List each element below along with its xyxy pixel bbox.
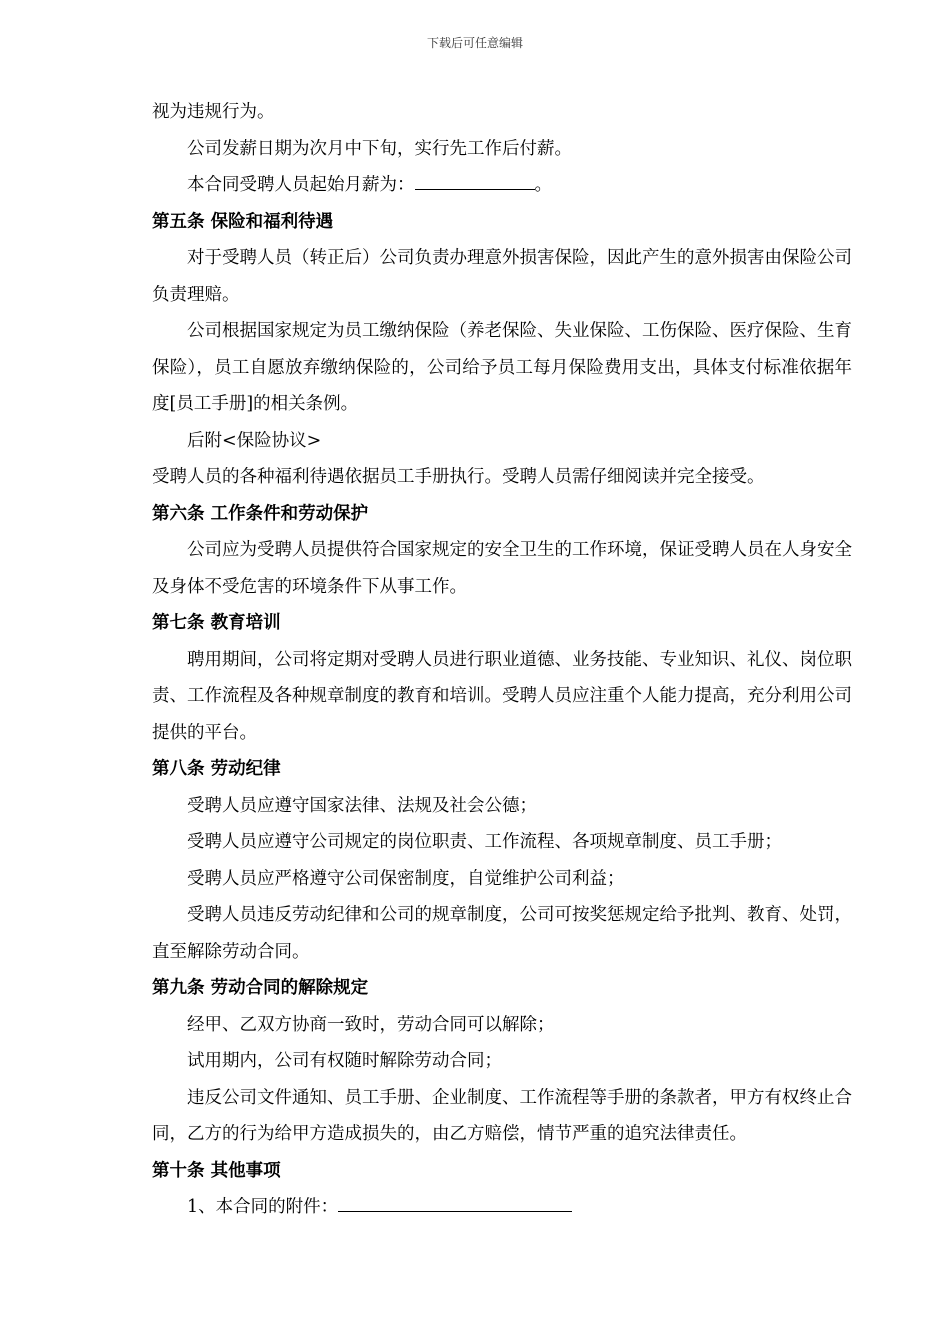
paragraph-starting-salary <box>152 167 852 204</box>
section-heading-7: 第七条 教育培训 <box>152 613 281 633</box>
salary-blank-field <box>415 167 535 190</box>
paragraph-continuation: 视为违规行为。 <box>152 102 275 122</box>
paragraph-training: 聘用期间，公司将定期对受聘人员进行职业道德、业务技能、专业知识、礼仪、岗位职责、工作流程及各种规章制度的教育和培训。受聘人员应注重个人能力提高，充分利用公司提供的平台。 <box>152 649 852 743</box>
paragraph-termination-mutual: 经甲、乙双方协商一致时，劳动合同可以解除； <box>187 1014 555 1035</box>
salary-period: 。 <box>534 175 552 195</box>
paragraph-termination-probation: 试用期内，公司有权随时解除劳动合同； <box>187 1051 502 1071</box>
paragraph-welfare: 受聘人员的各种福利待遇依据员工手册执行。受聘人员需仔细阅读并完全接受。 <box>152 467 765 487</box>
paragraph-work-conditions: 公司应为受聘人员提供符合国家规定的安全卫生的工作环境，保证受聘人员在人身安全及身体不受危害的环境条件下从事工作。 <box>152 540 852 597</box>
paragraph-attachments <box>152 1189 852 1226</box>
paragraph-pay-date: 公司发薪日期为次月中下旬，实行先工作后付薪。 <box>187 138 572 159</box>
paragraph-social-insurance: 公司根据国家规定为员工缴纳保险（养老保险、失业保险、工伤保险、医疗保险、生育保险），员工自愿放弃缴纳保险的，公司给予员工每月保险费用支出，具体支付标准依据年度[员工手册]的相关条例。 <box>152 321 852 414</box>
section-heading-5: 第五条 保险和福利待遇 <box>152 211 334 232</box>
attachments-blank-field <box>338 1189 572 1212</box>
paragraph-insurance-attachment: 后附<保险协议> <box>187 430 322 451</box>
paragraph-discipline-confidentiality: 受聘人员应严格遵守公司保密制度，自觉维护公司利益； <box>187 868 625 889</box>
contract-body <box>152 94 852 1226</box>
paragraph-discipline-law: 受聘人员应遵守国家法律、法规及社会公德； <box>187 795 537 816</box>
paragraph-termination-violation: 违反公司文件通知、员工手册、企业制度、工作流程等手册的条款者，甲方有权终止合同，乙方的行为给甲方造成损失的，由乙方赔偿，情节严重的追究法律责任。 <box>152 1087 852 1144</box>
paragraph-accident-insurance: 对于受聘人员（转正后）公司负责办理意外损害保险，因此产生的意外损害由保险公司负责理赔。 <box>152 248 852 305</box>
paragraph-discipline-violation: 受聘人员违反劳动纪律和公司的规章制度，公司可按奖惩规定给予批判、教育、处罚，直至解除劳动合同。 <box>152 905 852 962</box>
section-heading-10: 第十条 其他事项 <box>152 1160 281 1181</box>
attachments-label: 1、本合同的附件： <box>187 1197 339 1217</box>
page-header: 下载后可任意编辑 <box>426 36 523 50</box>
paragraph-discipline-rules: 受聘人员应遵守公司规定的岗位职责、工作流程、各项规章制度、员工手册； <box>187 832 782 852</box>
section-heading-8: 第八条 劳动纪律 <box>152 759 281 779</box>
salary-label: 本合同受聘人员起始月薪为： <box>187 175 415 195</box>
section-heading-9: 第九条 劳动合同的解除规定 <box>152 978 369 998</box>
section-heading-6: 第六条 工作条件和劳动保护 <box>152 503 369 524</box>
